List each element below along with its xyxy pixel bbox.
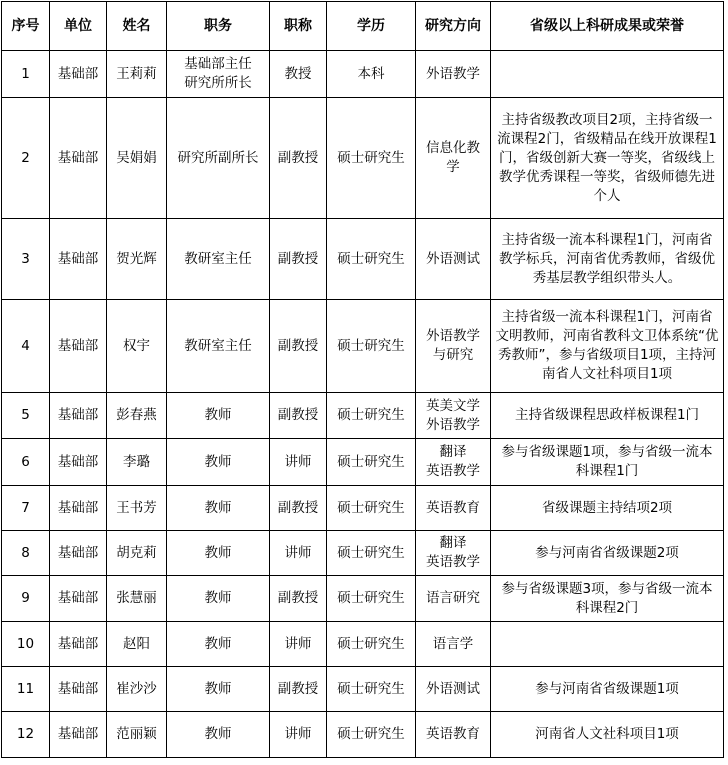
header-no: 序号 bbox=[2, 2, 50, 51]
cell-education: 硕士研究生 bbox=[327, 667, 416, 712]
cell-title: 副教授 bbox=[270, 576, 327, 622]
table-row bbox=[2, 51, 724, 98]
cell-post: 教师 bbox=[167, 622, 270, 667]
cell-honors: 参与河南省省级课题1项 bbox=[491, 667, 724, 712]
cell-honors bbox=[491, 51, 724, 98]
cell-honors: 河南省人文社科项目1项 bbox=[491, 712, 724, 758]
table-row bbox=[2, 531, 724, 576]
cell-honors: 参与河南省省级课题2项 bbox=[491, 531, 724, 576]
cell-honors: 参与省级课题3项，参与省级一流本科课程2门 bbox=[491, 576, 724, 622]
table-row bbox=[2, 667, 724, 712]
cell-name: 吴娟娟 bbox=[107, 98, 167, 219]
cell-no: 8 bbox=[2, 531, 50, 576]
cell-title: 副教授 bbox=[270, 393, 327, 439]
table-row bbox=[2, 98, 724, 219]
cell-research-field: 英语教育 bbox=[416, 712, 491, 758]
cell-education: 硕士研究生 bbox=[327, 531, 416, 576]
cell-post: 教师 bbox=[167, 531, 270, 576]
cell-title: 副教授 bbox=[270, 667, 327, 712]
cell-research-field: 英美文学 外语教学 bbox=[416, 393, 491, 439]
cell-education: 硕士研究生 bbox=[327, 98, 416, 219]
header-title: 职称 bbox=[270, 2, 327, 51]
cell-title: 教授 bbox=[270, 51, 327, 98]
cell-unit: 基础部 bbox=[50, 219, 107, 300]
cell-unit: 基础部 bbox=[50, 712, 107, 758]
header-education: 学历 bbox=[327, 2, 416, 51]
cell-unit: 基础部 bbox=[50, 51, 107, 98]
cell-unit: 基础部 bbox=[50, 98, 107, 219]
cell-education: 硕士研究生 bbox=[327, 486, 416, 531]
cell-name: 赵阳 bbox=[107, 622, 167, 667]
cell-no: 12 bbox=[2, 712, 50, 758]
cell-no: 11 bbox=[2, 667, 50, 712]
cell-research-field: 语言研究 bbox=[416, 576, 491, 622]
cell-unit: 基础部 bbox=[50, 486, 107, 531]
cell-no: 6 bbox=[2, 439, 50, 486]
cell-name: 彭春燕 bbox=[107, 393, 167, 439]
cell-no: 7 bbox=[2, 486, 50, 531]
cell-research-field: 英语教育 bbox=[416, 486, 491, 531]
cell-research-field: 信息化教 学 bbox=[416, 98, 491, 219]
cell-education: 本科 bbox=[327, 51, 416, 98]
cell-title: 副教授 bbox=[270, 98, 327, 219]
cell-unit: 基础部 bbox=[50, 439, 107, 486]
cell-post: 基础部主任 研究所所长 bbox=[167, 51, 270, 98]
cell-no: 2 bbox=[2, 98, 50, 219]
table-row bbox=[2, 622, 724, 667]
cell-no: 9 bbox=[2, 576, 50, 622]
header-row bbox=[2, 2, 724, 51]
cell-name: 张慧丽 bbox=[107, 576, 167, 622]
cell-education: 硕士研究生 bbox=[327, 300, 416, 393]
cell-name: 范丽颖 bbox=[107, 712, 167, 758]
header-unit: 单位 bbox=[50, 2, 107, 51]
cell-post: 教研室主任 bbox=[167, 300, 270, 393]
cell-honors: 主持省级一流本科课程1门，河南省文明教师，河南省教科文卫体系统“优秀教师”，参与省级项目1项，主持河南省人文社科项目1项 bbox=[491, 300, 724, 393]
cell-post: 研究所副所长 bbox=[167, 98, 270, 219]
cell-title: 副教授 bbox=[270, 219, 327, 300]
cell-education: 硕士研究生 bbox=[327, 622, 416, 667]
table-row bbox=[2, 393, 724, 439]
cell-post: 教师 bbox=[167, 667, 270, 712]
cell-no: 3 bbox=[2, 219, 50, 300]
cell-research-field: 外语测试 bbox=[416, 219, 491, 300]
cell-research-field: 外语测试 bbox=[416, 667, 491, 712]
cell-no: 4 bbox=[2, 300, 50, 393]
cell-honors: 主持省级课程思政样板课程1门 bbox=[491, 393, 724, 439]
cell-research-field: 外语教学 与研究 bbox=[416, 300, 491, 393]
cell-education: 硕士研究生 bbox=[327, 712, 416, 758]
cell-name: 王莉莉 bbox=[107, 51, 167, 98]
cell-education: 硕士研究生 bbox=[327, 439, 416, 486]
cell-unit: 基础部 bbox=[50, 622, 107, 667]
cell-post: 教师 bbox=[167, 439, 270, 486]
cell-title: 副教授 bbox=[270, 300, 327, 393]
cell-unit: 基础部 bbox=[50, 393, 107, 439]
cell-honors: 省级课题主持结项2项 bbox=[491, 486, 724, 531]
cell-honors: 主持省级教改项目2项，主持省级一流课程2门，省级精品在线开放课程1门，省级创新大赛一等奖，省级线上教学优秀课程一等奖，省级师德先进个人 bbox=[491, 98, 724, 219]
table-row bbox=[2, 712, 724, 758]
table-row bbox=[2, 300, 724, 393]
cell-name: 贺光辉 bbox=[107, 219, 167, 300]
cell-title: 讲师 bbox=[270, 622, 327, 667]
cell-research-field: 翻译 英语教学 bbox=[416, 531, 491, 576]
cell-education: 硕士研究生 bbox=[327, 393, 416, 439]
cell-post: 教师 bbox=[167, 393, 270, 439]
cell-no: 10 bbox=[2, 622, 50, 667]
cell-name: 权宇 bbox=[107, 300, 167, 393]
cell-research-field: 外语教学 bbox=[416, 51, 491, 98]
staff-table bbox=[1, 1, 724, 758]
cell-title: 讲师 bbox=[270, 531, 327, 576]
cell-honors: 主持省级一流本科课程1门，河南省教学标兵，河南省优秀教师，省级优秀基层教学组织带头人。 bbox=[491, 219, 724, 300]
cell-name: 胡克莉 bbox=[107, 531, 167, 576]
cell-name: 李璐 bbox=[107, 439, 167, 486]
header-research-field: 研究方向 bbox=[416, 2, 491, 51]
cell-post: 教师 bbox=[167, 486, 270, 531]
table-row bbox=[2, 439, 724, 486]
cell-title: 讲师 bbox=[270, 439, 327, 486]
cell-name: 崔沙沙 bbox=[107, 667, 167, 712]
table-row bbox=[2, 576, 724, 622]
cell-unit: 基础部 bbox=[50, 667, 107, 712]
header-name: 姓名 bbox=[107, 2, 167, 51]
header-post: 职务 bbox=[167, 2, 270, 51]
cell-post: 教研室主任 bbox=[167, 219, 270, 300]
cell-title: 讲师 bbox=[270, 712, 327, 758]
cell-unit: 基础部 bbox=[50, 531, 107, 576]
cell-honors bbox=[491, 622, 724, 667]
cell-research-field: 语言学 bbox=[416, 622, 491, 667]
cell-research-field: 翻译 英语教学 bbox=[416, 439, 491, 486]
cell-education: 硕士研究生 bbox=[327, 219, 416, 300]
cell-unit: 基础部 bbox=[50, 300, 107, 393]
cell-honors: 参与省级课题1项，参与省级一流本科课程1门 bbox=[491, 439, 724, 486]
cell-post: 教师 bbox=[167, 576, 270, 622]
cell-title: 副教授 bbox=[270, 486, 327, 531]
cell-post: 教师 bbox=[167, 712, 270, 758]
cell-education: 硕士研究生 bbox=[327, 576, 416, 622]
table-row bbox=[2, 486, 724, 531]
cell-name: 王书芳 bbox=[107, 486, 167, 531]
cell-unit: 基础部 bbox=[50, 576, 107, 622]
table-row bbox=[2, 219, 724, 300]
cell-no: 1 bbox=[2, 51, 50, 98]
header-honors: 省级以上科研成果或荣誉 bbox=[491, 2, 724, 51]
cell-no: 5 bbox=[2, 393, 50, 439]
